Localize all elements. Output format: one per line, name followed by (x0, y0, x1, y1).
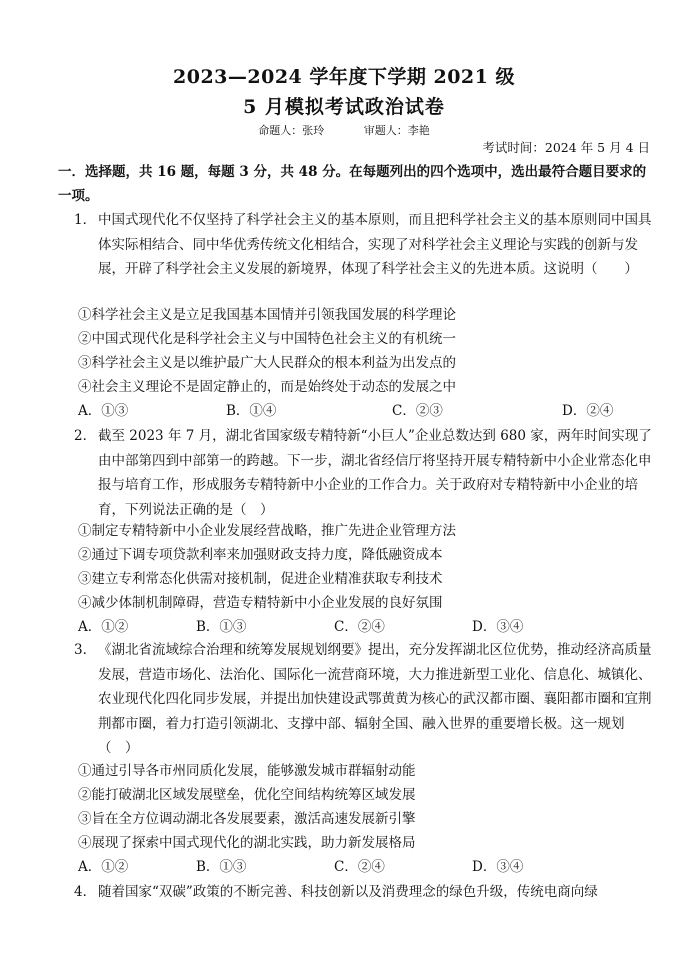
exam-time: 考试时间：2024 年 5 月 4 日 (482, 140, 650, 155)
option-4: ④减少体制机制障碍，营造专精特新中小企业发展的良好氛围 (78, 595, 443, 611)
question-text: 中国式现代化不仅坚持了科学社会主义的基本原则，而且把科学社会主义的基本原则同中国具体实际相结合、同中华优秀传统文化相结合，实现了对科学社会主义理论与实践的创新与发展，开辟了科学社会主义发展的新境界，体现了科学社会主义的先进本质。这说明（ ） (98, 212, 652, 277)
option-2: ②能打破湖北区域发展壁垒，优化空间结构统筹区域发展 (78, 787, 416, 803)
option-3: ③科学社会主义是以维护最广大人民群众的根本利益为出发点的 (78, 355, 456, 371)
authors-line (0, 122, 688, 138)
question-3-stem (74, 638, 653, 761)
question-4-stem (74, 880, 653, 905)
choice-a[interactable]: A．①③ (78, 403, 129, 419)
choice-b[interactable]: B．①③ (196, 619, 247, 635)
question-2-stem (74, 424, 653, 522)
choice-a[interactable]: A．①② (78, 619, 129, 635)
question-text: 截至 2023 年 7 月，湖北省国家级专精特新“小巨人”企业总数达到 680 家，两年时间实现了由中部第四到中部第一的跨越。下一步，湖北省经信厅将坚持开展专精特新中小企业常态化申报与培育工作，形成服务专精特新中小企业的工作合力。关于政府对专精特新中小企业的培育，下列说法正确的是（ ） (98, 428, 652, 518)
question-number: 2． (74, 428, 97, 444)
choice-c[interactable]: C．②④ (334, 859, 385, 875)
question-1-stem (74, 208, 653, 282)
option-3: ③旨在全方位调动湖北各发展要素，激活高速发展新引擎 (78, 811, 416, 827)
question-text: 《湖北省流域综合治理和统筹发展规划纲要》提出，充分发挥湖北区位优势，推动经济高质量发展，营造市场化、法治化、国际化一流营商环境，大力推进新型工业化、信息化、城镇化、农业现代化四化同步发展，并提出加快建设武鄂黄黄为核心的武汉都市圈、襄阳都市圈和宜荆荆都市圈，着力打造引领湖北、支撑中部、辐射全国、融入世界的重要增长极。这一规划（ ） (98, 642, 652, 756)
option-2: ②中国式现代化是科学社会主义与中国特色社会主义的有机统一 (78, 331, 456, 347)
question-number: 1． (74, 212, 97, 228)
exam-title-line1: 2023—2024 学年度下学期 2021 级 (173, 66, 515, 88)
exam-title-line2: 5 月模拟考试政治试卷 (243, 96, 445, 118)
question-number: 3． (74, 642, 97, 658)
setter: 命题人：张玲 (258, 124, 325, 137)
option-2: ②通过下调专项贷款利率来加强财政支持力度，降低融资成本 (78, 547, 443, 563)
choice-c[interactable]: C．②④ (334, 619, 385, 635)
option-1: ①通过引导各市州同质化发展，能够激发城市群辐射动能 (78, 763, 416, 779)
choice-b[interactable]: B．①③ (196, 859, 247, 875)
choice-a[interactable]: A．①② (78, 859, 129, 875)
option-3: ③建立专利常态化供需对接机制，促进企业精准获取专利技术 (78, 571, 443, 587)
choice-d[interactable]: D．③④ (472, 859, 524, 875)
option-4: ④展现了探索中国式现代化的湖北实践，助力新发展格局 (78, 835, 416, 851)
question-text: 随着国家“双碳”政策的不断完善、科技创新以及消费理念的绿色升级，传统电商向绿 (98, 884, 598, 900)
choice-b[interactable]: B．①④ (226, 403, 277, 419)
option-1: ①科学社会主义是立足我国基本国情并引领我国发展的科学理论 (78, 307, 456, 323)
section-heading: 一．选择题，共 16 题，每题 3 分，共 48 分。在每题列出的四个选项中，选出最符合题目要求的一项。 (58, 164, 647, 204)
choice-d[interactable]: D．③④ (472, 619, 524, 635)
question-number: 4． (74, 884, 97, 900)
reviewer: 审题人：李艳 (363, 124, 430, 137)
choice-c[interactable]: C．②③ (392, 403, 443, 419)
option-4: ④社会主义理论不是固定静止的，而是始终处于动态的发展之中 (78, 379, 456, 395)
option-1: ①制定专精特新中小企业发展经营战略，推广先进企业管理方法 (78, 523, 456, 539)
choice-d[interactable]: D．②④ (562, 403, 614, 419)
